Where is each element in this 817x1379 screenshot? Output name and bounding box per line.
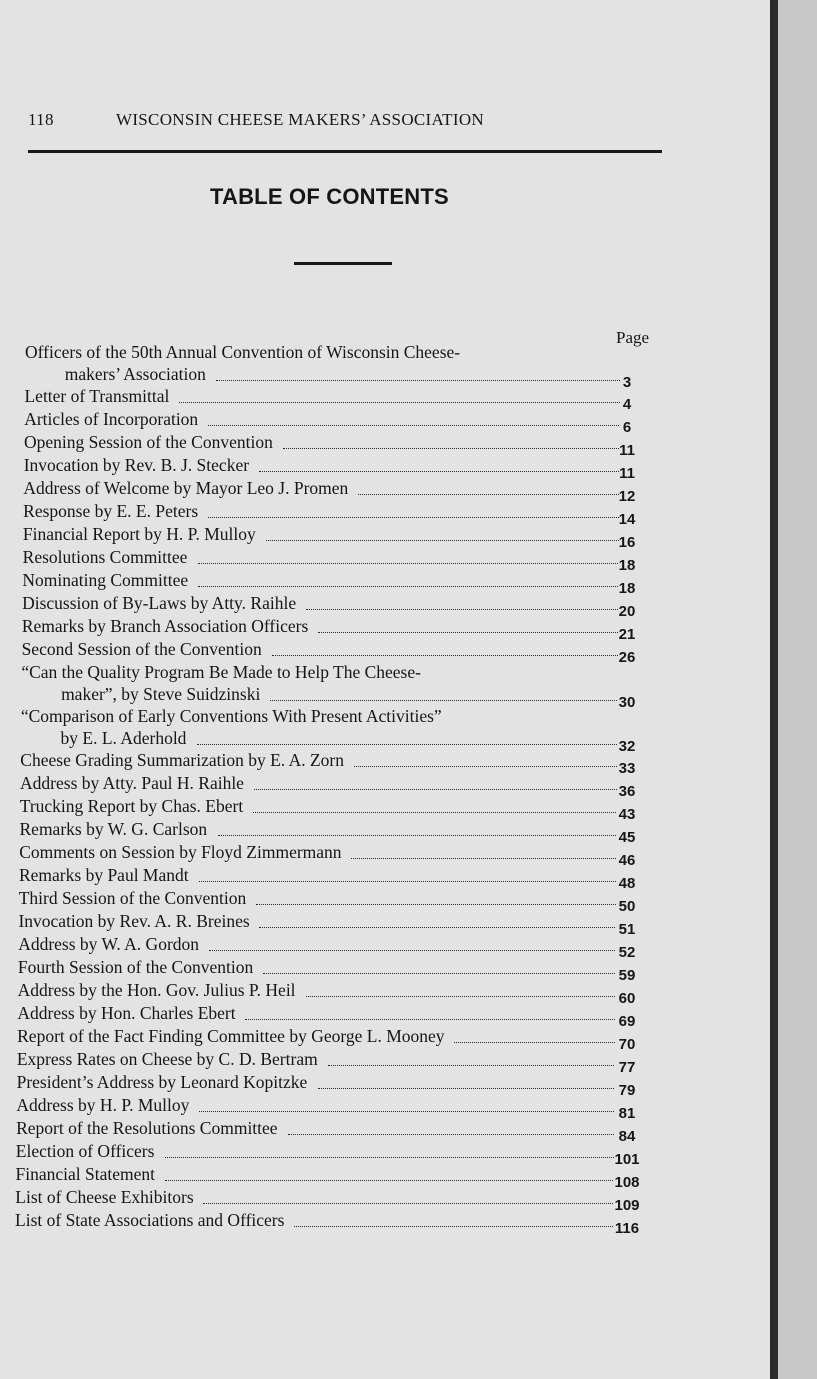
toc-entry-page: 26	[618, 649, 636, 666]
dot-leader	[306, 609, 618, 610]
dot-leader	[328, 1065, 614, 1066]
dot-leader	[209, 950, 615, 951]
toc-entry-title: “Can the Quality Program Be Made to Help The Cheese-	[21, 662, 421, 682]
toc-entry-title: Address by Atty. Paul H. Raihle	[20, 773, 244, 793]
toc-entry-page: 46	[618, 852, 636, 869]
dot-leader	[218, 835, 617, 836]
toc-entry-title: List of State Associations and Officers	[15, 1210, 285, 1230]
toc-entry-page: 79	[618, 1082, 636, 1099]
page-number: 118	[28, 110, 54, 129]
toc-entry-page: 51	[618, 921, 636, 938]
page-column-label: Page	[616, 328, 650, 347]
dot-leader	[254, 789, 617, 790]
toc-entry-page: 12	[618, 488, 636, 505]
dot-leader	[198, 563, 619, 564]
toc-entry-page: 60	[618, 990, 636, 1007]
dot-leader	[283, 448, 619, 449]
toc-entry-page: 11	[619, 442, 635, 459]
toc-entry-page: 52	[618, 944, 636, 961]
dot-leader	[358, 494, 618, 495]
toc-entry-title: Report of the Fact Finding Committee by George L. Mooney	[17, 1026, 445, 1046]
toc-entry-page: 3	[622, 374, 632, 391]
toc-entry-title: Remarks by Branch Association Officers	[21, 616, 309, 636]
toc-entry-title: Officers of the 50th Annual Convention of Wisconsin Cheese-	[25, 342, 461, 362]
dot-leader	[203, 1203, 613, 1204]
toc-entry-page: 21	[618, 626, 636, 643]
toc-entry-title: Cheese Grading Summarization by E. A. Zorn	[20, 750, 344, 770]
toc-entry-page: 33	[618, 760, 636, 777]
dot-leader	[351, 858, 616, 859]
toc-entry-page: 36	[618, 783, 636, 800]
dot-leader	[454, 1042, 614, 1043]
toc-entry-page: 84	[618, 1128, 636, 1145]
toc-entry-title: Address of Welcome by Mayor Leo J. Promen	[23, 478, 349, 498]
toc-entry-title-continued: by E. L. Aderhold	[60, 728, 187, 748]
dot-leader	[253, 812, 617, 813]
toc-entry-title: Express Rates on Cheese by C. D. Bertram	[16, 1049, 318, 1069]
dot-leader	[259, 927, 615, 928]
toc-entry-page: 30	[618, 694, 636, 711]
toc-entry-title: Financial Report by H. P. Mulloy	[22, 524, 256, 544]
toc-entry-page: 48	[618, 875, 636, 892]
dot-leader	[288, 1134, 614, 1135]
toc-entry-title: Third Session of the Convention	[18, 888, 247, 908]
dot-leader	[259, 471, 619, 472]
toc-entry-title: Address by H. P. Mulloy	[16, 1095, 190, 1115]
toc-entry-page: 16	[618, 534, 636, 551]
toc-entry-page: 43	[618, 806, 636, 823]
dot-leader	[179, 402, 619, 403]
toc-entry-page: 6	[622, 419, 632, 436]
toc-entry-title: Address by W. A. Gordon	[18, 934, 200, 954]
toc-entry-page: 14	[618, 511, 636, 528]
dot-leader	[256, 904, 616, 905]
dot-leader	[294, 1226, 613, 1227]
toc-entry-title: Letter of Transmittal	[24, 386, 170, 406]
dot-leader	[165, 1157, 614, 1158]
dot-leader	[208, 517, 619, 518]
toc-entry-page: 109	[614, 1197, 640, 1214]
toc-entry-title: List of Cheese Exhibitors	[15, 1187, 194, 1207]
toc-entry-title: Election of Officers	[15, 1141, 155, 1161]
dot-leader	[318, 1088, 615, 1089]
toc-entry-title: Nominating Committee	[22, 570, 189, 590]
toc-entry-page: 50	[618, 898, 636, 915]
dot-leader	[199, 1111, 614, 1112]
dot-leader	[306, 996, 615, 997]
toc-entry-title: Response by E. E. Peters	[23, 501, 199, 521]
page-title: TABLE OF CONTENTS	[210, 184, 449, 209]
toc-entry-title: Fourth Session of the Convention	[17, 957, 254, 977]
dot-leader	[263, 973, 615, 974]
dot-leader	[354, 766, 616, 767]
toc-entry-page: 101	[614, 1151, 640, 1168]
dot-leader	[197, 744, 617, 745]
toc-entry-page: 32	[618, 738, 636, 755]
toc-entry-title: Articles of Incorporation	[24, 409, 199, 429]
toc-entry-title: Comments on Session by Floyd Zimmermann	[19, 842, 342, 862]
toc-entry-page: 81	[618, 1105, 636, 1122]
toc-entry-page: 18	[618, 580, 636, 597]
toc-entry-title: Invocation by Rev. A. R. Breines	[18, 911, 250, 931]
toc-entry-title: Address by the Hon. Gov. Julius P. Heil	[17, 980, 296, 1000]
toc-entry-title: Financial Statement	[15, 1164, 156, 1184]
toc-entry-title: Trucking Report by Chas. Ebert	[19, 796, 244, 816]
book-binding	[770, 0, 778, 1379]
toc-entry-title: Invocation by Rev. B. J. Stecker	[23, 455, 250, 475]
dot-leader	[199, 881, 616, 882]
toc-entry-page: 77	[618, 1059, 636, 1076]
dot-leader	[270, 700, 617, 701]
toc-entry-page: 70	[618, 1036, 636, 1053]
toc-entry-title: Opening Session of the Convention	[23, 432, 273, 452]
toc-entry-page: 20	[618, 603, 636, 620]
toc-entry-title: Remarks by Paul Mandt	[18, 865, 189, 885]
toc-entry-page: 11	[619, 465, 635, 482]
dot-leader	[318, 632, 618, 633]
toc-entry-page: 45	[618, 829, 636, 846]
toc-entry-title: Report of the Resolutions Committee	[16, 1118, 278, 1138]
toc-entry-title: President’s Address by Leonard Kopitzke	[16, 1072, 308, 1092]
toc-entry-title-continued: makers’ Association	[64, 364, 206, 384]
toc-entry-page: 4	[622, 396, 632, 413]
toc-entry-page: 18	[618, 557, 636, 574]
toc-entry-title: “Comparison of Early Conventions With Present Activities”	[20, 706, 442, 726]
dot-leader	[208, 425, 619, 426]
toc-entry-title: Resolutions Committee	[22, 547, 188, 567]
dot-leader	[165, 1180, 614, 1181]
toc-entry-title: Remarks by W. G. Carlson	[19, 819, 208, 839]
toc-entry-page: 59	[618, 967, 636, 984]
toc-entry-page: 108	[614, 1174, 640, 1191]
dot-leader	[198, 586, 618, 587]
dot-leader	[245, 1019, 614, 1020]
toc-entry-title-continued: maker”, by Steve Suidzinski	[61, 684, 261, 704]
running-head-title: WISCONSIN CHEESE MAKERS’ ASSOCIATION	[116, 110, 484, 129]
dot-leader	[266, 540, 619, 541]
toc-entry-page: 69	[618, 1013, 636, 1030]
dot-leader	[216, 380, 620, 381]
toc-entry-title: Second Session of the Convention	[21, 639, 262, 659]
toc-entry-title: Address by Hon. Charles Ebert	[17, 1003, 236, 1023]
toc-entry-page: 116	[614, 1220, 640, 1237]
next-page-edge	[778, 0, 817, 1379]
toc-entry-title: Discussion of By-Laws by Atty. Raihle	[22, 593, 297, 613]
dot-leader	[272, 655, 618, 656]
